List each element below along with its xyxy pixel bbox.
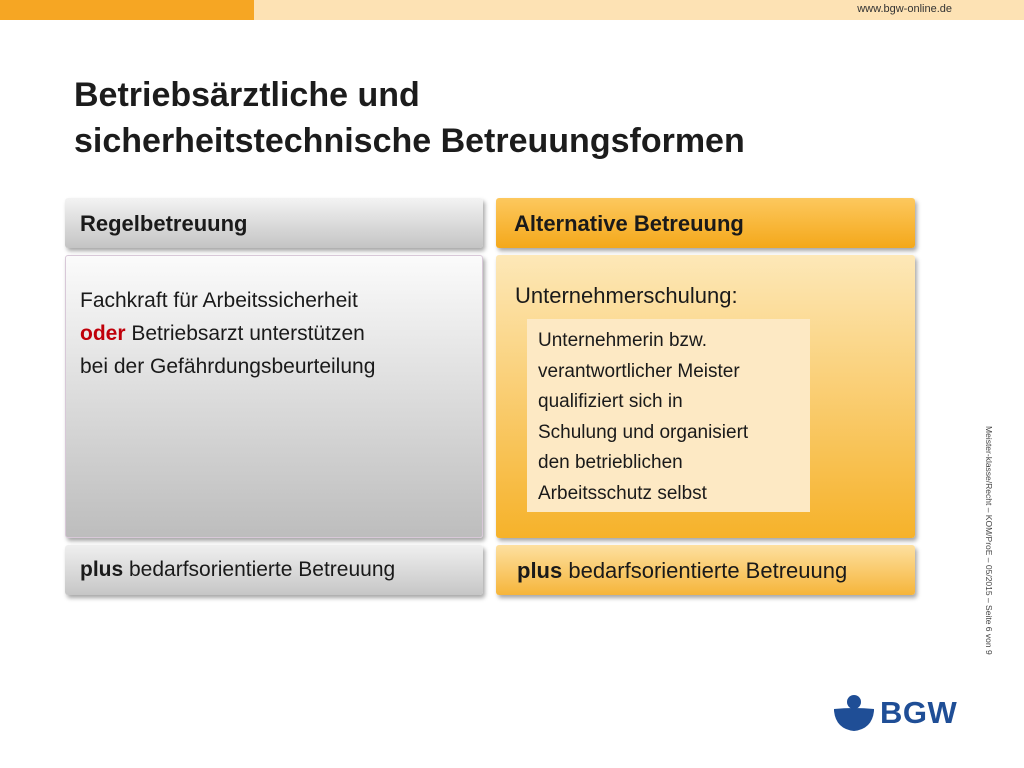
unternehmerschulung-label: Unternehmerschulung: — [515, 283, 738, 308]
highlight-oder: oder — [80, 322, 126, 345]
top-bar-accent — [0, 0, 254, 20]
description-line: Unternehmerin bzw. — [538, 330, 707, 351]
side-note-text: Meister-klasse/Recht – KOM/ProE – 05/2015 – Seite 6 von 9 — [984, 426, 994, 655]
regelbetreuung-body — [65, 255, 483, 538]
description-line: Arbeitsschutz selbst — [538, 482, 707, 504]
body-line-3: bei der Gefährdungsbeurteilung — [80, 355, 376, 378]
alternative-betreuung-header — [496, 198, 915, 248]
slide-title — [74, 72, 745, 164]
alternative-betreuung-heading: Alternative Betreuung — [514, 211, 744, 236]
footer-rest: bedarfsorientierte Betreuung — [123, 558, 396, 581]
description-line: Schulung und organisiert — [538, 421, 749, 443]
website-url[interactable]: www.bgw-online.de — [857, 3, 952, 15]
title-line-1: Betriebsärztliche und — [74, 76, 420, 114]
description-line: verantwortlicher Meister — [538, 360, 740, 382]
body-line-2: Betriebsarzt unterstützen — [125, 322, 365, 345]
body-line-1: Fachkraft für Arbeitssicherheit — [80, 289, 358, 312]
title-line-2: sicherheitstechnische Betreuungsformen — [74, 122, 745, 160]
regelbetreuung-footer — [65, 545, 483, 595]
alternative-footer-text — [517, 558, 847, 584]
bgw-logo-icon — [832, 693, 876, 733]
regelbetreuung-footer-text — [80, 558, 395, 582]
alternative-betreuung-footer — [496, 545, 915, 595]
description-line: qualifiziert sich in — [538, 391, 683, 412]
unternehmerschulung-description — [527, 319, 810, 512]
regelbetreuung-header — [65, 198, 483, 248]
bgw-logo-text: BGW — [880, 695, 958, 730]
regelbetreuung-text — [80, 284, 375, 383]
footer-plus: plus — [517, 558, 563, 583]
regelbetreuung-heading: Regelbetreuung — [80, 211, 248, 236]
description-line: den betrieblichen — [538, 452, 683, 473]
footer-plus: plus — [80, 558, 124, 581]
side-note — [984, 426, 1006, 658]
bgw-logo — [832, 693, 958, 733]
footer-rest: bedarfsorientierte Betreuung — [562, 558, 848, 583]
alternative-betreuung-body — [496, 255, 915, 538]
